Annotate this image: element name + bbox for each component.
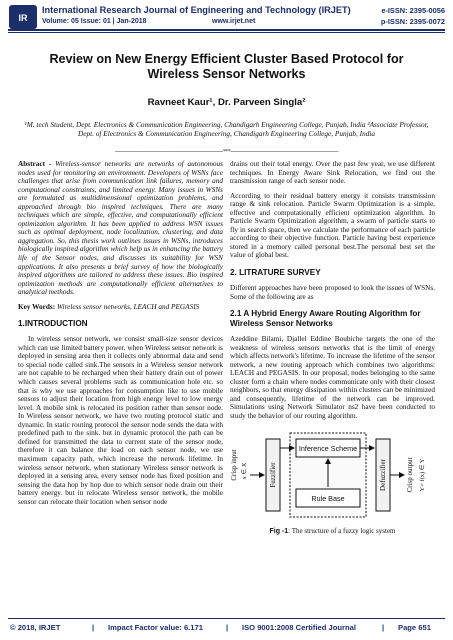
keywords-text: Wireless sensor networks, LEACH and PEGASIS	[56, 302, 200, 311]
defuzzifier-label: Defuzzifier	[379, 458, 387, 491]
pissn: p-ISSN: 2395-0072	[380, 17, 445, 26]
page-footer	[0, 621, 453, 635]
crisp-input-label: Crisp input	[230, 448, 238, 481]
intro-heading: 1.INTRODUCTION	[18, 319, 88, 329]
keywords-label: Key Words:	[18, 302, 56, 311]
left-column	[18, 160, 223, 512]
separator: ------------------------------------------------------------------------***------------------------------------------------------------------------	[114, 149, 339, 155]
irjet-logo-icon	[8, 4, 38, 30]
output-variable: Y= f(x) ∈ Y	[419, 458, 426, 492]
fuzzy-system-diagram	[230, 427, 435, 523]
figure-caption-label: Fig -1	[269, 528, 289, 536]
abstract	[18, 160, 223, 297]
input-variable: x ∈ X	[241, 462, 248, 480]
pso-paragraph: According to their residual battery energy it consists transmission range & sink relocation. Particle Swarm Optimization is a simple, effective and computationally efficient optimization algorithm. In Particle Swarm Optimization algorithm, a swarm of particle starts to fly in search space, then we calculate the performance of each particle according to their objective function. Particle having best experience stored in a memory called personal best.The personal best set the value of global best.	[230, 191, 435, 260]
footer-rule	[8, 618, 445, 619]
eissn: e-ISSN: 2395-0056	[381, 6, 445, 15]
page-number: Page 651	[398, 623, 431, 632]
impact-factor: Impact Factor value: 6.171	[108, 623, 203, 632]
header-rule	[8, 29, 445, 31]
figure-caption-text: : The structure of a fuzzy logic system	[288, 527, 396, 536]
journal-website[interactable]: www.irjet.net	[212, 18, 256, 25]
page-header	[0, 0, 453, 40]
keywords	[18, 303, 223, 312]
iso-certification: ISO 9001:2008 Certified Journal	[242, 623, 356, 632]
journal-name: International Research Journal of Engineering and Technology (IRJET)	[42, 5, 351, 15]
crisp-output-label: Crisp output	[406, 457, 414, 492]
sep-1: |	[92, 623, 95, 632]
copyright: © 2018, IRJET	[10, 623, 61, 632]
intro-text: In wireless sensor network, we consist small-size sensor devices which can use limited battery power. when Wireless sensor network is deployed in sensing area then it collects only abnormal data and send to special node called sink.The sensors in a Wireless sensor network are not capable to be recharged when their battery drain out of power which causes several problems such as communication hole etc. so that is why we use approaches for consumption like to use mobile sensors to adjust their location from high energy level to low energy level. A mobile sink is relocated its position rather than sensor node. In Wireless sensor network, we have two routing protocol static and dynamic. In static routing protocol the sensor node sends the data with predefined path to the sink. but in dynamic protocol the path can be defined for transmitted the data to current state of the sensor node, therefore it can balance the load on each sensor node, we use maximum capacity path, which increase the network lifetime. In wireless sensor network, when stationary Wireless sensor network is deployed in a sensing area, every sensor node has fixed position and sensing the data hop by hop due to which sensor node drain out their battery energy. but in relocate Wireless sensor network, the mobile sensor can relocate their location when sensor node	[18, 335, 223, 506]
abstract-label: Abstract -	[18, 160, 52, 168]
paper-title: Review on New Energy Efficient Cluster Based Protocol for Wireless Sensor Networks	[49, 52, 404, 81]
header-rule-thin	[8, 32, 445, 33]
svg-text:IR: IR	[18, 13, 28, 23]
rule-base-label: Rule Base	[311, 493, 345, 503]
inference-label: Inference Scheme	[298, 443, 358, 453]
volume-issue: Volume: 05 Issue: 01 | Jan-2018	[42, 18, 147, 25]
authors: Ravneet Kaur¹, Dr. Parveen Singla²	[147, 97, 306, 108]
fuzzy-logic-figure	[230, 427, 435, 536]
sep-2: |	[226, 623, 229, 632]
abstract-text: Wireless-sensor networks are networks of autonomous nodes used for monitoring an environment. Developers of WSNs face challenges that arise from communication link failures, memory and computational constraints, and limited energy. Many issues in WSNs are formulated as multidimensional optimization problems, and approached through bio inspired techniques. There are many techniques which are simple, effective, and computationally efficient optimization algorithm. It has been applied to address WSN issues such as optimal deployment, node localization, clustering, and data aggregation. So, this thesis work outlines issues in WSNs, introduces biologically inspired algorithm which help us in enhancing the battery life of the Sensor nodes, and discusses its suitability for WSN applications. It also presents a brief survey of how the biologically inspired algorithms are tailored to address these issues. Bio inspired optimization methods are computationally efficient alternatives to analytical methods.	[18, 160, 224, 297]
affiliations: ¹M. tech Student, Dept. Electronics & Communication Engineering, Chandigarh Engineering College, Punjab, India ²Associate Professor, Dept. of Electronics & Communication Engineering, Chandigarh Engineering College, Punjab, India	[24, 120, 429, 138]
continued-paragraph: drains out their total energy. Over the past few year, we use different techniques. In Energy Aware Sink Relocation, we find out the transmission range of each sensor node.	[230, 160, 435, 186]
subsection-heading: 2.1 A Hybrid Energy Aware Routing Algorithm for Wireless Sensor Networks	[230, 309, 421, 329]
survey-heading: 2. LITRATURE SURVEY	[230, 268, 321, 278]
fuzzifier-label: Fuzzifier	[269, 461, 277, 488]
figure-caption	[230, 527, 435, 537]
survey-text: Different approaches have been proposed to look the issues of WSNs. Some of the following are as	[230, 284, 435, 301]
right-column	[230, 160, 435, 536]
subsection-text: Azeddine Bilami, Djallel Eddine Boubiche targets the one of the weakness of wireless sensors networks that is the limit of energy which affects network's lifetime. To increase the lifetime of the sensor network, a new routing approach which combines two algorithms: LEACH and PEGASIS. In our proposal, nodes belonging to the same cluster form a chain where nodes communicate only with their closest neighbors, so that energy dissipation within clusters can be minimized and consequently, lifetime of the network can be improved. Simulations using Network Simulator ns2 have been conducted to study the behavior of our routing algorithm.	[230, 335, 435, 421]
sep-3: |	[382, 623, 385, 632]
